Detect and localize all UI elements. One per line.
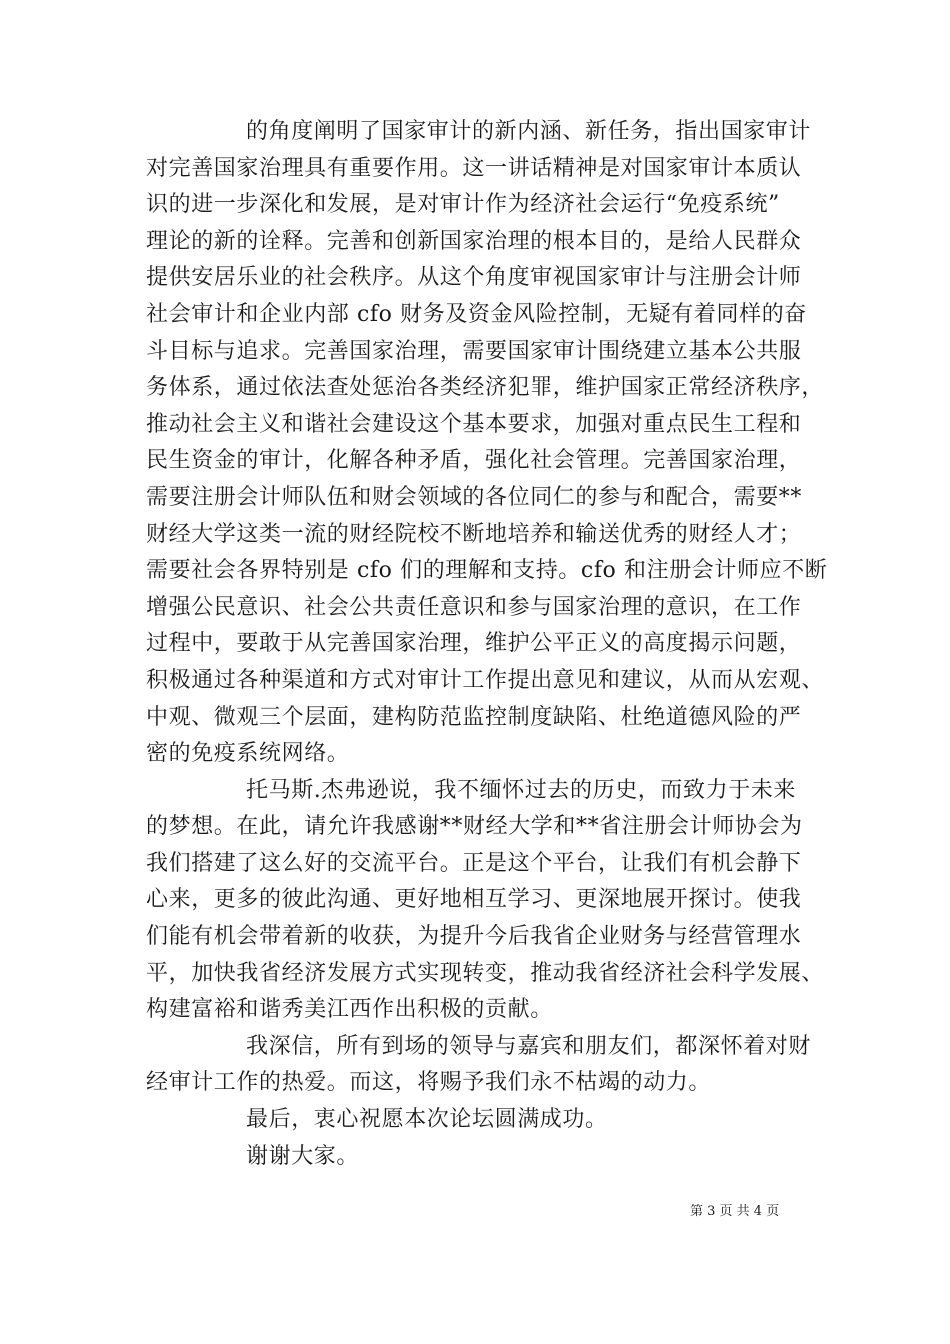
text-line: 需要社会各界特别是 cfo 们的理解和支持。cfo 和注册会计师应不断	[146, 558, 828, 584]
text-line: 的梦想。在此，请允许我感谢**财经大学和**省注册会计师协会为	[146, 814, 803, 840]
text-line: 谢谢大家。	[246, 1143, 360, 1169]
text-line: 平，加快我省经济发展方式实现转变，推动我省经济社会科学发展、	[146, 960, 825, 986]
text-line: 需要注册会计师队伍和财会领域的各位同仁的参与和配合，需要**	[146, 484, 803, 510]
text-line: 斗目标与追求。完善国家治理，需要国家审计围绕建立基本公共服	[146, 338, 802, 364]
text-line: 财经大学这类一流的财经院校不断地培养和输送优秀的财经人才；	[146, 521, 802, 547]
text-line: 过程中，要敢于从完善国家治理，维护公平正义的高度揭示问题，	[146, 631, 802, 657]
text-line: 们能有机会带着新的收获，为提升今后我省企业财务与经营管理水	[146, 924, 802, 950]
text-line: 推动社会主义和谐社会建设这个基本要求，加强对重点民生工程和	[146, 411, 802, 437]
text-line: 中观、微观三个层面，建构防范监控制度缺陷、杜绝道德风险的严	[146, 704, 802, 730]
text-line: 民生资金的审计，化解各种矛盾，强化社会管理。完善国家治理，	[146, 448, 802, 474]
page-number-footer: 第 3 页 共 4 页	[690, 1204, 780, 1219]
text-line: 的角度阐明了国家审计的新内涵、新任务，指出国家审计	[246, 119, 812, 144]
text-line: 最后，衷心祝愿本次论坛圆满成功。	[246, 1107, 608, 1133]
text-line: 对完善国家治理具有重要作用。这一讲话精神是对国家审计本质认	[146, 155, 802, 181]
text-line: 密的免疫系统网络。	[146, 741, 350, 767]
text-line: 托马斯.杰弗逊说，我不缅怀过去的历史，而致力于未来	[246, 777, 796, 803]
text-line: 理论的新的诠释。完善和创新国家治理的根本目的，是给人民群众	[146, 228, 802, 254]
text-line: 构建富裕和谐秀美江西作出积极的贡献。	[146, 997, 553, 1023]
text-line: 我深信，所有到场的领导与嘉宾和朋友们，都深怀着对财	[246, 1033, 812, 1059]
text-line: 增强公民意识、社会公共责任意识和参与国家治理的意识，在工作	[146, 594, 802, 620]
text-line: 积极通过各种渠道和方式对审计工作提出意见和建议，从而从宏观、	[146, 667, 825, 693]
text-line: 我们搭建了这么好的交流平台。正是这个平台，让我们有机会静下	[146, 850, 802, 876]
text-line: 识的进一步深化和发展，是对审计作为经济社会运行“免疫系统”	[146, 192, 780, 218]
text-line: 心来，更多的彼此沟通、更好地相互学习、更深地展开探讨。使我	[146, 887, 802, 913]
text-line: 社会审计和企业内部 cfo 财务及资金风险控制，无疑有着同样的奋	[146, 301, 807, 327]
text-line: 提供安居乐业的社会秩序。从这个角度审视国家审计与注册会计师	[146, 265, 802, 291]
body-text	[146, 114, 826, 1175]
text-line: 务体系，通过依法查处惩治各类经济犯罪，维护国家正常经济秩序，	[146, 375, 825, 401]
text-line: 经审计工作的热爱。而这，将赐予我们永不枯竭的动力。	[146, 1070, 712, 1096]
